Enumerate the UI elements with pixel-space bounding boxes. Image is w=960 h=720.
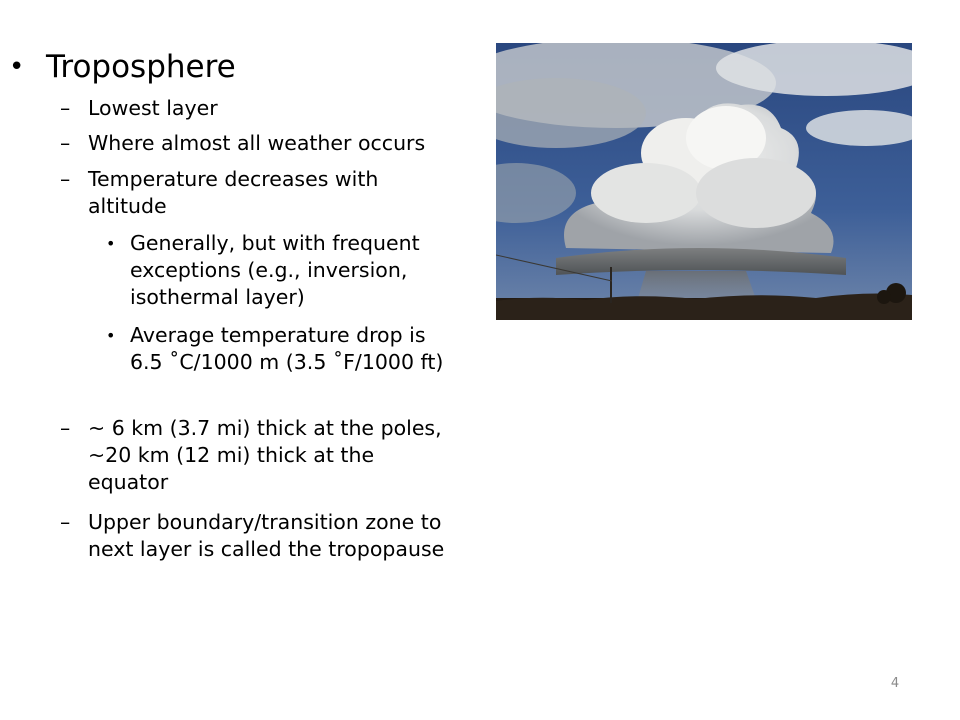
dash-icon: – [60,96,71,120]
dash-icon: – [60,510,71,534]
sub-bullet-text: Average temperature drop is 6.5 ˚C/1000 m (3.5 ˚F/1000 ft) [130,323,444,374]
page-number: 4 [890,676,900,691]
bullet-point-text: Where almost all weather occurs [88,131,426,155]
bullet-point [60,95,448,122]
slide-title [9,48,446,86]
sub-bullet-point [106,322,450,376]
bullet-icon: • [9,52,25,82]
dash-icon: – [60,131,71,155]
bullet-point-text: Temperature decreases with altitude [88,167,379,218]
bullet-point-text: Upper boundary/transition zone to next layer is called the tropopause [88,510,445,561]
bullet-point [60,130,448,157]
dash-icon: – [60,416,71,440]
bullet-point [60,166,448,220]
bullet-point-text: Lowest layer [88,96,218,120]
title-text: Troposphere [46,49,236,85]
sub-bullet-text: Generally, but with frequent exceptions (e.g., inversion, isothermal layer) [130,231,420,309]
bullet-icon: • [106,234,116,253]
sub-bullet-point [106,230,450,311]
dash-icon: – [60,167,71,191]
bullet-point-text: ~ 6 km (3.7 mi) thick at the poles, ~20 km (12 mi) thick at the equator [88,416,442,494]
cloud-photo [496,43,912,320]
bullet-point [60,509,448,563]
bullet-icon: • [106,326,116,345]
bullet-point [60,415,448,496]
